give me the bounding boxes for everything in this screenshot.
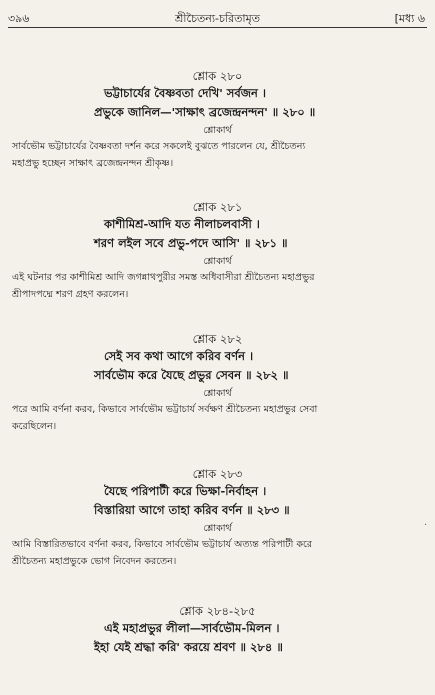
verse-line: যৈছে পরিপাটী করে ভিক্ষা-নির্বাহন । bbox=[104, 484, 267, 498]
section-280 bbox=[0, 68, 435, 172]
verse-heading: শ্লোক ২৮১ bbox=[192, 200, 243, 214]
translation-line: শ্রীপাদপদ্মে শরণ গ্রহণ করলেন। bbox=[12, 289, 129, 300]
translation-text bbox=[0, 536, 435, 570]
translation-label: শ্লোকার্থ bbox=[203, 256, 232, 267]
header-rule bbox=[8, 27, 427, 28]
translation-label: শ্লোকার্থ bbox=[203, 125, 232, 136]
section-283 bbox=[0, 466, 435, 570]
verse-heading: শ্লোক ২৮৩ bbox=[192, 467, 243, 481]
verse-line: শরণ লইল সবে প্রভু-পদে আসি' ॥ ২৮১ ॥ bbox=[94, 236, 288, 250]
translation-line: পরে আমি বর্ণনা করব, কিভাবে সার্বভৌম ভট্টাচার্য সর্বক্ষণ শ্রীচৈতন্য মহাপ্রভুর সেবা bbox=[12, 404, 318, 415]
translation-label: শ্লোকার্থ bbox=[203, 388, 232, 399]
verse-line: ভট্টাচার্যের বৈষ্ণবতা দেখি' সর্বজন । bbox=[104, 86, 267, 100]
translation-text bbox=[0, 138, 435, 172]
translation-line: মহাপ্রভু হচ্ছেন সাক্ষাৎ ব্রজেন্দ্রনন্দন শ্রীকৃষ্ণ। bbox=[12, 158, 174, 169]
translation-text bbox=[0, 401, 435, 435]
verse-line: বিস্তারিয়া আগে তাহা করিব বর্ণন ॥ ২৮৩ ॥ bbox=[94, 503, 290, 517]
verse-heading: শ্লোক ২৮০ bbox=[192, 69, 243, 83]
translation-line: শ্রীচৈতন্য মহাপ্রভুকে ভোগ নিবেদন করতেন। bbox=[12, 556, 177, 567]
verse-line: সার্বভৌম করে যৈছে প্রভুর সেবন ॥ ২৮২ ॥ bbox=[94, 368, 289, 382]
verse-line: প্রভুকে জানিল—'সাক্ষাৎ ব্রজেন্দ্রনন্দন' ॥ ২৮০ ॥ bbox=[94, 105, 316, 119]
verse-line: ইহা যেই শ্রদ্ধা করি' করয়ে শ্রবণ ॥ ২৮৪ ॥ bbox=[94, 640, 283, 654]
verse-line: কাশীমিশ্র-আদি যত নীলাচলবাসী । bbox=[104, 217, 260, 231]
translation-line: এই ঘটনার পর কাশীমিশ্র আদি জগন্নাথপুরীর সমস্ত অধিবাসীরা শ্রীচৈতন্য মহাপ্রভুর bbox=[12, 272, 315, 283]
translation-line: আমি বিস্তারিতভাবে বর্ণনা করব, কিভাবে সার্বভৌম ভট্টাচার্য অত্যন্ত পরিপাটী করে bbox=[12, 539, 313, 550]
section-284-285 bbox=[0, 603, 435, 657]
verse-line: সেই সব কথা আগে করিব বর্ণন । bbox=[104, 349, 254, 363]
section-282 bbox=[0, 331, 435, 435]
translation-line: সার্বভৌম ভট্টাচার্যের বৈষ্ণবতা দর্শন করে সকলেই বুঝতে পারলেন যে, শ্রীচৈতন্য bbox=[12, 141, 306, 152]
chapter-label: [মধ্য ৬ bbox=[394, 12, 425, 25]
page-number: ৩৯৬ bbox=[8, 12, 30, 25]
verse-heading: শ্লোক ২৮২ bbox=[192, 332, 243, 346]
verse-heading: শ্লোক ২৮৪-২৮৫ bbox=[179, 604, 256, 618]
translation-line: করেছিলেন। bbox=[12, 421, 57, 432]
verse-line: এই মহাপ্রভুর লীলা—সার্বভৌম-মিলন । bbox=[104, 621, 280, 635]
book-title: শ্রীচৈতন্য-চরিতামৃত bbox=[175, 12, 260, 25]
margin-mark: · bbox=[424, 520, 428, 531]
translation-label: শ্লোকার্থ bbox=[203, 523, 232, 534]
translation-text bbox=[0, 269, 435, 303]
section-281 bbox=[0, 199, 435, 303]
